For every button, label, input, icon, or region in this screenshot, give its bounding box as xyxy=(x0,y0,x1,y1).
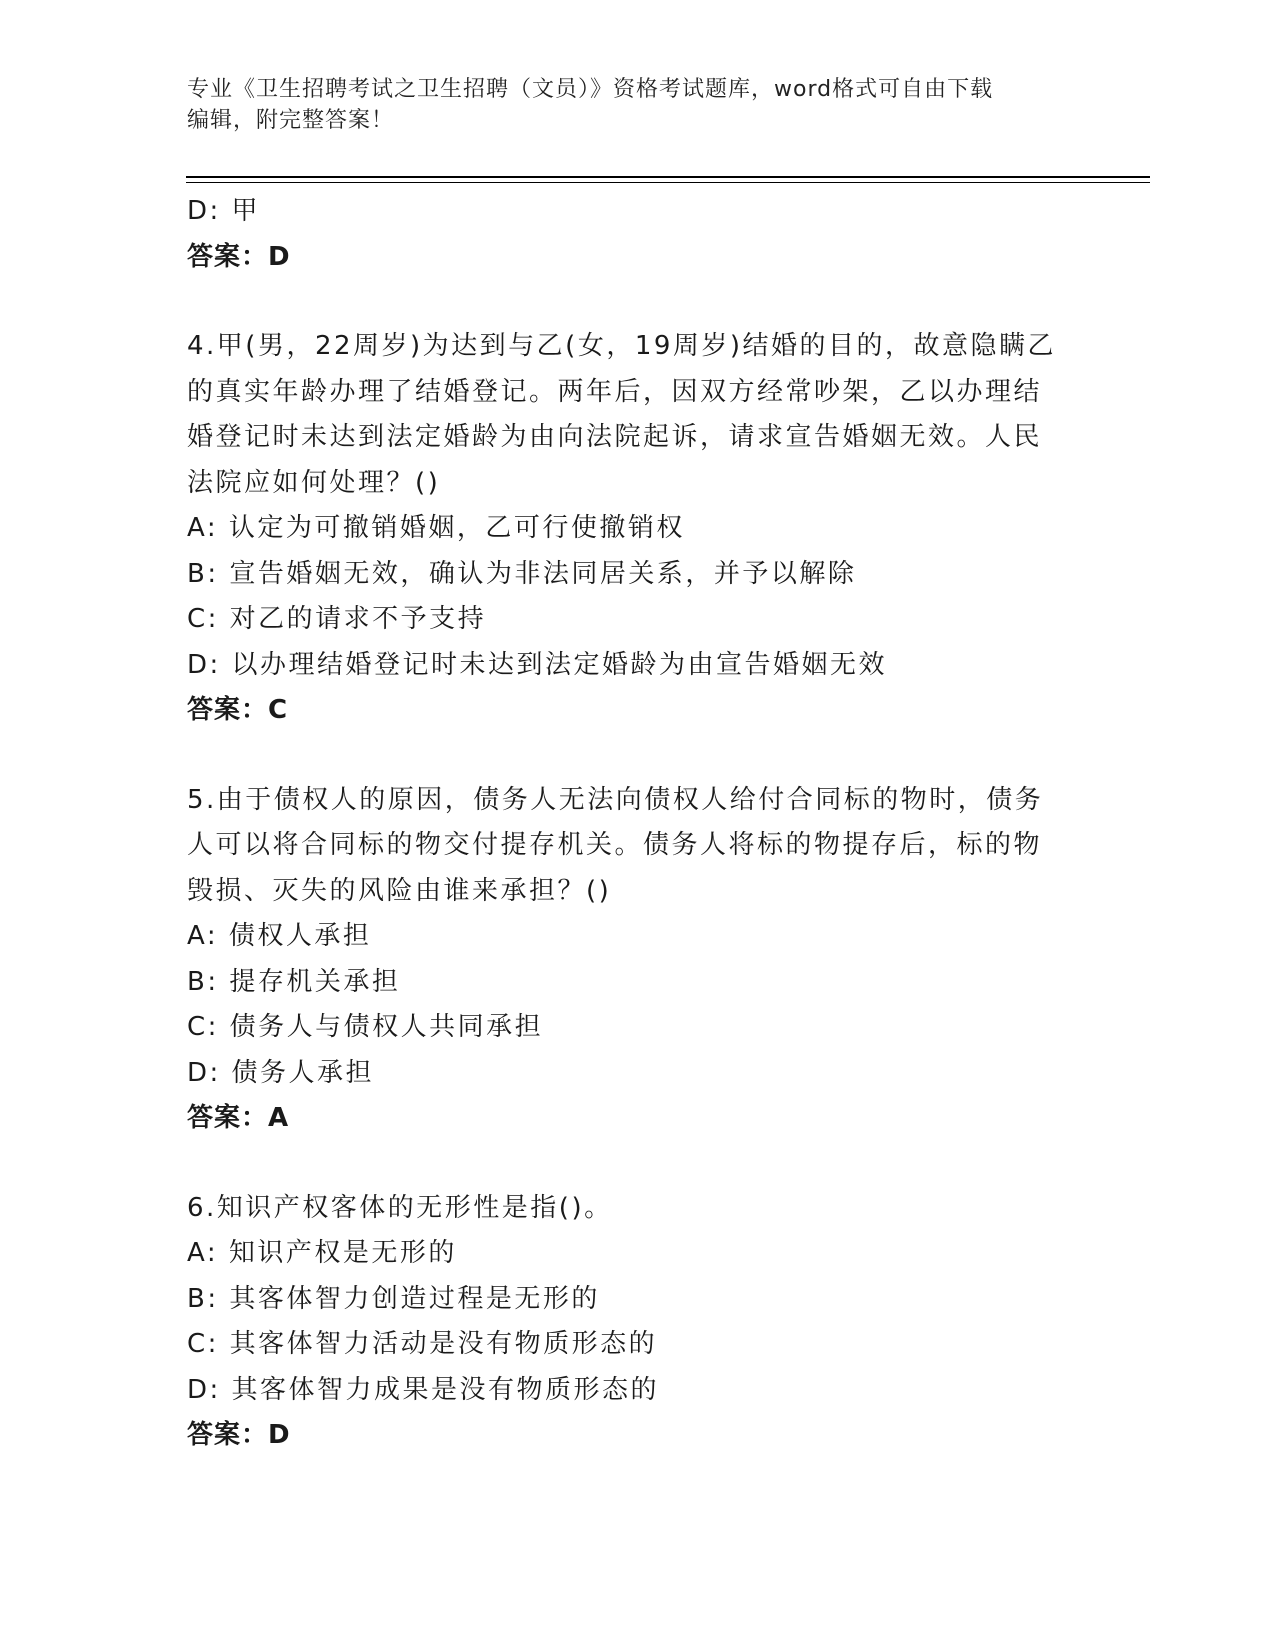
option-a: A: 认定为可撤销婚姻，乙可行使撤销权 xyxy=(187,513,685,543)
question-stem xyxy=(187,778,1067,915)
stem-line: 4.甲(男，22周岁)为达到与乙(女，19周岁)结婚的目的，故意隐瞒乙 xyxy=(187,331,1057,361)
spacer xyxy=(187,280,1067,324)
spacer xyxy=(187,734,1067,778)
question-stem xyxy=(187,324,1067,506)
option-c: C: 债务人与债权人共同承担 xyxy=(187,1012,544,1042)
question-6 xyxy=(187,1186,1067,1459)
question-5 xyxy=(187,778,1067,1142)
question-stem xyxy=(187,1186,1067,1232)
spacer xyxy=(187,1142,1067,1186)
stem-line: 的真实年龄办理了结婚登记。两年后，因双方经常吵架，乙以办理结 xyxy=(187,376,1043,407)
option-a: A: 债权人承担 xyxy=(187,921,372,951)
header-line-1: 专业《卫生招聘考试之卫生招聘（文员）》资格考试题库，word格式可自由下载 xyxy=(187,77,994,102)
page-header xyxy=(187,74,1087,136)
stem-line: 毁损、灭失的风险由谁来承担？() xyxy=(187,875,612,906)
option-c: C: 其客体智力活动是没有物质形态的 xyxy=(187,1329,658,1359)
answer-label: 答案：A xyxy=(187,1103,290,1133)
option-d: D: 债务人承担 xyxy=(187,1057,375,1088)
option-a: A: 知识产权是无形的 xyxy=(187,1238,457,1268)
header-rule-thick xyxy=(186,176,1150,178)
option-d: D: 其客体智力成果是没有物质形态的 xyxy=(187,1374,660,1405)
option-d: D: 甲 xyxy=(187,196,261,226)
option-c: C: 对乙的请求不予支持 xyxy=(187,604,487,634)
option-b: B: 提存机关承担 xyxy=(187,966,401,997)
option-b: B: 其客体智力创造过程是无形的 xyxy=(187,1283,600,1314)
answer-label: 答案：C xyxy=(187,695,289,725)
answer-label: 答案：D xyxy=(187,241,291,272)
answer-label: 答案：D xyxy=(187,1420,291,1450)
option-b: B: 宣告婚姻无效，确认为非法同居关系，并予以解除 xyxy=(187,558,857,589)
stem-line: 人可以将合同标的物交付提存机关。债务人将标的物提存后，标的物 xyxy=(187,830,1043,860)
option-d: D: 以办理结婚登记时未达到法定婚龄为由宣告婚姻无效 xyxy=(187,649,888,680)
previous-question-tail xyxy=(187,189,1067,280)
question-4 xyxy=(187,324,1067,734)
stem-line: 6.知识产权客体的无形性是指()。 xyxy=(187,1192,613,1223)
question-content xyxy=(187,189,1067,1459)
header-rule-thin xyxy=(186,182,1150,183)
header-line-2: 编辑，附完整答案！ xyxy=(187,108,395,133)
stem-line: 5.由于债权人的原因，债务人无法向债权人给付合同标的物时，债务 xyxy=(187,784,1044,815)
stem-line: 法院应如何处理？() xyxy=(187,467,441,498)
stem-line: 婚登记时未达到法定婚龄为由向法院起诉，请求宣告婚姻无效。人民 xyxy=(187,422,1043,452)
